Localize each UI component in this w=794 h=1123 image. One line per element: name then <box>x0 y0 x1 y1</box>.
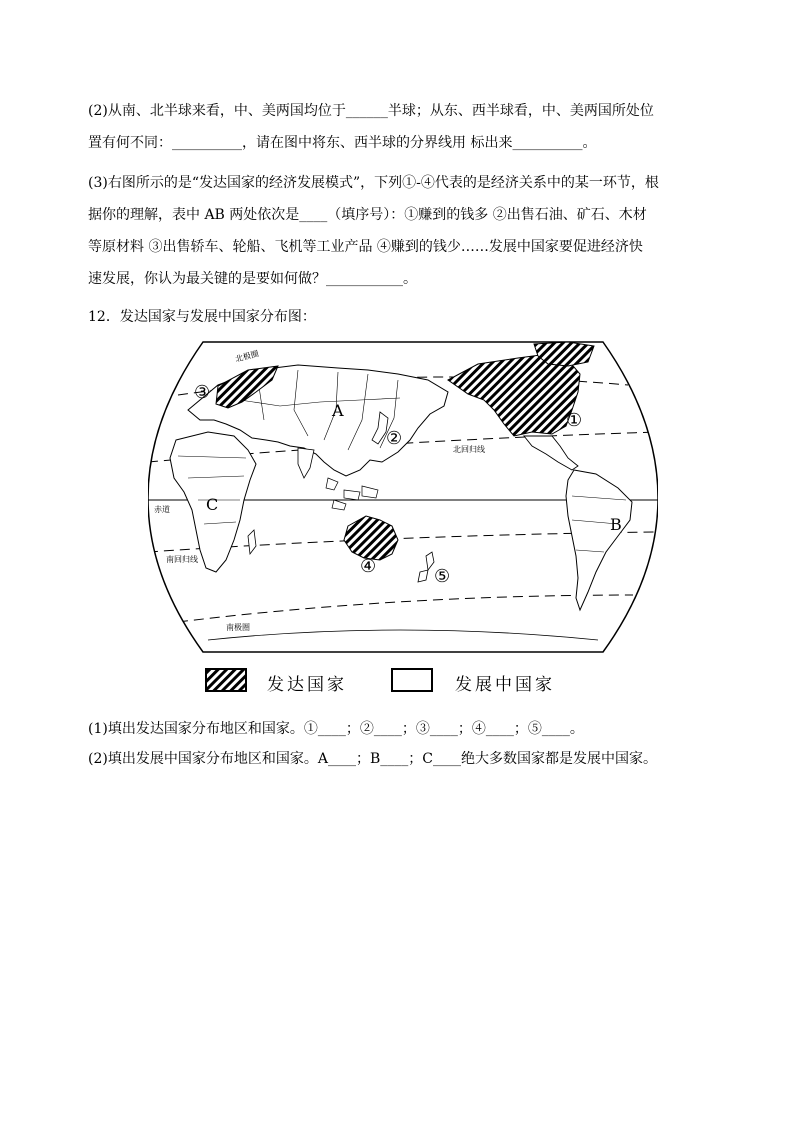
developed-swatch <box>205 668 247 692</box>
marker-A: A <box>332 401 344 420</box>
question-3-line-1: (3)右图所示的是“发达国家的经济发展模式”，下列①-④代表的是经济关系中的某一环节，根 <box>88 175 659 191</box>
question-3-line-4: 速发展，你认为最关键的是要如何做？___________。 <box>88 271 417 287</box>
marker-4: ④ <box>360 556 377 577</box>
question-12-sub-2: (2)填出发展中国家分布地区和国家。A____；B____；C____绝大多数国家都是发展中国家。 <box>88 751 657 767</box>
marker-C: C <box>206 495 219 514</box>
developed-legend-label: 发达国家 <box>267 675 347 695</box>
antarctic-circle-label: 南极圈 <box>226 623 250 632</box>
arctic-circle-label: 北极圈 <box>234 349 260 364</box>
tropic-of-cancer-label: 北回归线 <box>453 445 485 454</box>
question-3-line-2: 据你的理解，表中 AB 两处依次是____（填序号）：①赚到的钱多 ②出售石油、矿石、木材 <box>88 207 647 223</box>
question-12-title: 12．发达国家与发展中国家分布图： <box>88 309 316 325</box>
world-map-svg <box>148 340 658 655</box>
question-2 <box>88 98 728 156</box>
developing-swatch <box>391 668 433 692</box>
question-2-line-1: (2)从南、北半球来看，中、美两国均位于______半球；从东、西半球看，中、美两国所处位 <box>88 103 654 119</box>
world-map <box>148 340 658 655</box>
question-3 <box>88 170 728 292</box>
question-12-sub-1: (1)填出发达国家分布地区和国家。①____；②____；③____；④____；⑤____。 <box>88 721 584 737</box>
marker-2: ② <box>386 428 403 449</box>
marker-5: ⑤ <box>434 566 451 587</box>
question-2-line-2: 置有何不同：__________，请在图中将东、西半球的分界线用 标出来__________。 <box>88 135 597 151</box>
equator-label: 赤道 <box>154 505 170 514</box>
marker-1: ① <box>566 410 583 431</box>
marker-3: ③ <box>194 382 211 403</box>
marker-B: B <box>610 515 622 534</box>
question-3-line-3: 等原材料 ③出售轿车、轮船、飞机等工业产品 ④赚到的钱少……发展中国家要促进经济快 <box>88 239 643 255</box>
map-legend <box>205 668 605 696</box>
tropic-of-capricorn-label: 南回归线 <box>166 555 198 564</box>
developing-legend-label: 发展中国家 <box>455 675 555 695</box>
